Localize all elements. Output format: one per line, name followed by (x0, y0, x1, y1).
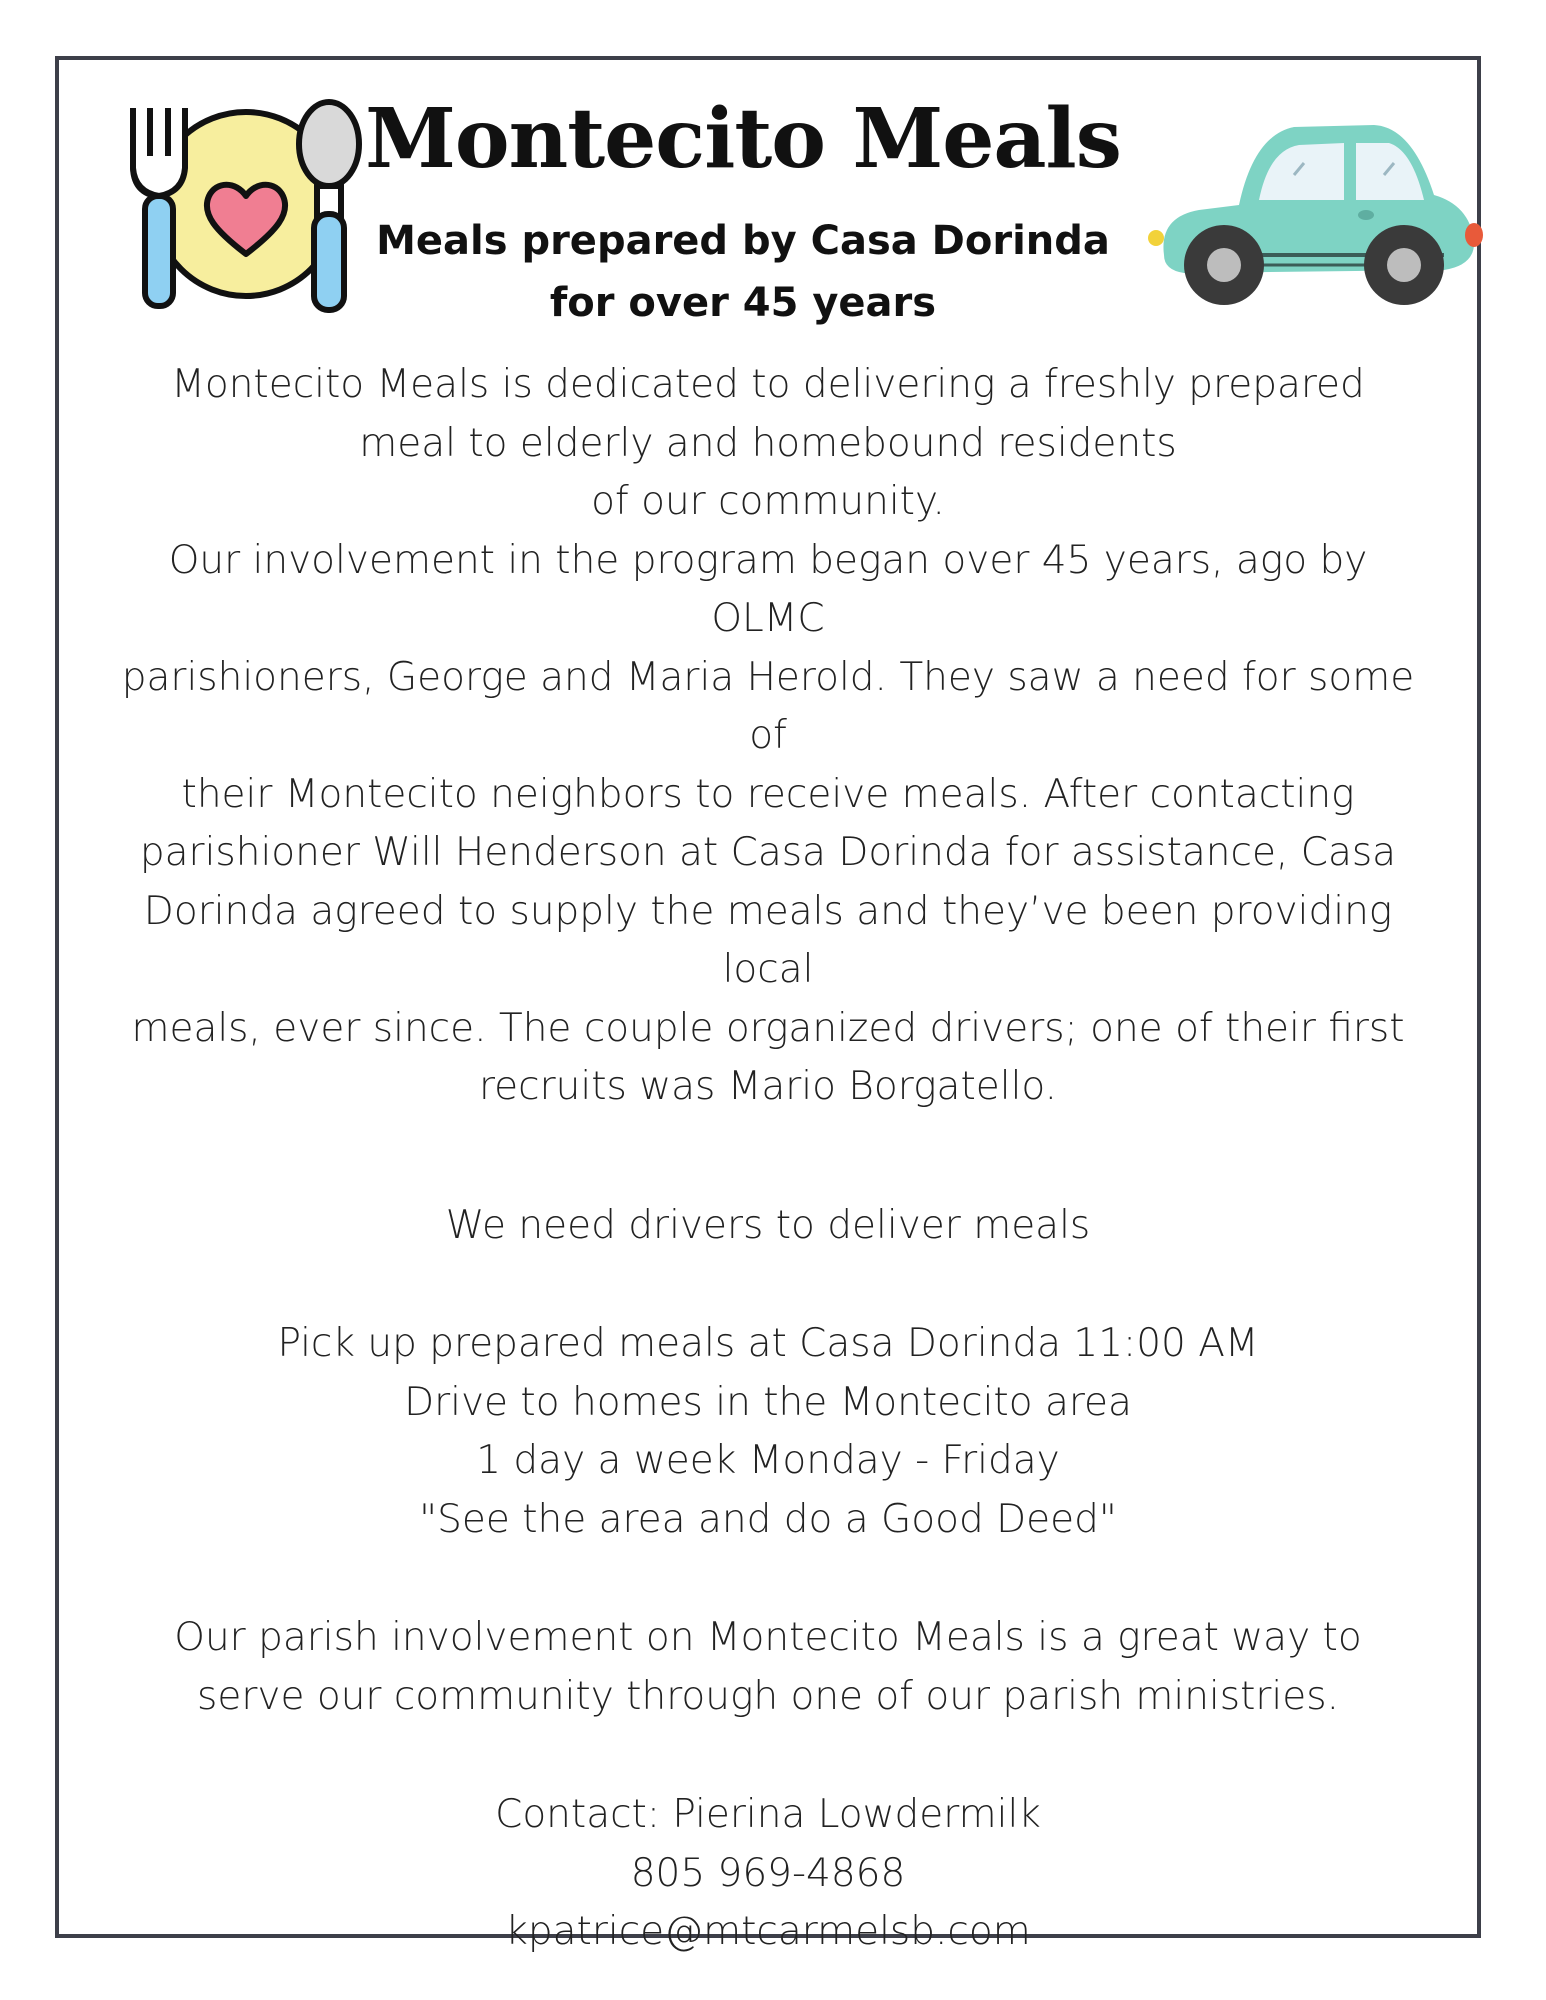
intro-line: meals, ever since. The couple organized drivers; one of their first (131, 1005, 1405, 1051)
flyer-frame (55, 56, 1481, 1954)
contact-email[interactable]: kpatrice@mtcarmelsb.com (505, 1909, 1031, 1954)
flyer-body (119, 356, 1417, 1962)
closing-line: Our parish involvement on Montecito Meals is a great way to (174, 1615, 1362, 1660)
closing-paragraph (119, 1609, 1417, 1726)
contact-block (119, 1786, 1417, 1962)
details-line: Drive to homes in the Montecito area (404, 1379, 1132, 1425)
intro-line: Dorinda agreed to supply the meals and they’ve been providing local (143, 888, 1393, 992)
contact-phone[interactable]: 805 969-4868 (630, 1850, 906, 1896)
intro-line: Montecito Meals is dedicated to delivering a freshly prepared (171, 362, 1365, 407)
intro-line: parishioner Will Henderson at Casa Dorinda for assistance, Casa (139, 830, 1397, 875)
header (59, 60, 1477, 330)
intro-line: of our community. (591, 479, 945, 524)
intro-line: Our involvement in the program began over 45 years, ago by OLMC (168, 537, 1368, 641)
details-line: 1 day a week Monday - Friday (476, 1438, 1060, 1483)
intro-line: recruits was Mario Borgatello. (479, 1064, 1057, 1109)
intro-paragraph (119, 356, 1417, 1117)
spacer (119, 1255, 1417, 1315)
contact-name: Contact: Pierina Lowdermilk (495, 1792, 1041, 1837)
spacer (119, 1549, 1417, 1609)
closing-line: serve our community through one of our parish ministries. (197, 1673, 1339, 1719)
intro-line: parishioners, George and Maria Herold. They saw a need for some of (121, 654, 1415, 758)
details-line: "See the area and do a Good Deed" (419, 1496, 1117, 1542)
spacer (119, 1117, 1417, 1197)
car-icon (1144, 105, 1484, 315)
flyer-title: Montecito Meals (365, 91, 1121, 187)
intro-line: meal to elderly and homebound residents (359, 420, 1177, 466)
details-line: Pick up prepared meals at Casa Dorinda 11:00 AM (277, 1321, 1259, 1366)
spacer (119, 1726, 1417, 1786)
intro-line: their Montecito neighbors to receive meals. After contacting (181, 771, 1355, 817)
need-drivers-line: We need drivers to deliver meals (445, 1202, 1091, 1248)
details-paragraph (119, 1315, 1417, 1549)
subtitle-line: for over 45 years (549, 280, 937, 326)
subtitle-line: Meals prepared by Casa Dorinda (376, 218, 1110, 264)
